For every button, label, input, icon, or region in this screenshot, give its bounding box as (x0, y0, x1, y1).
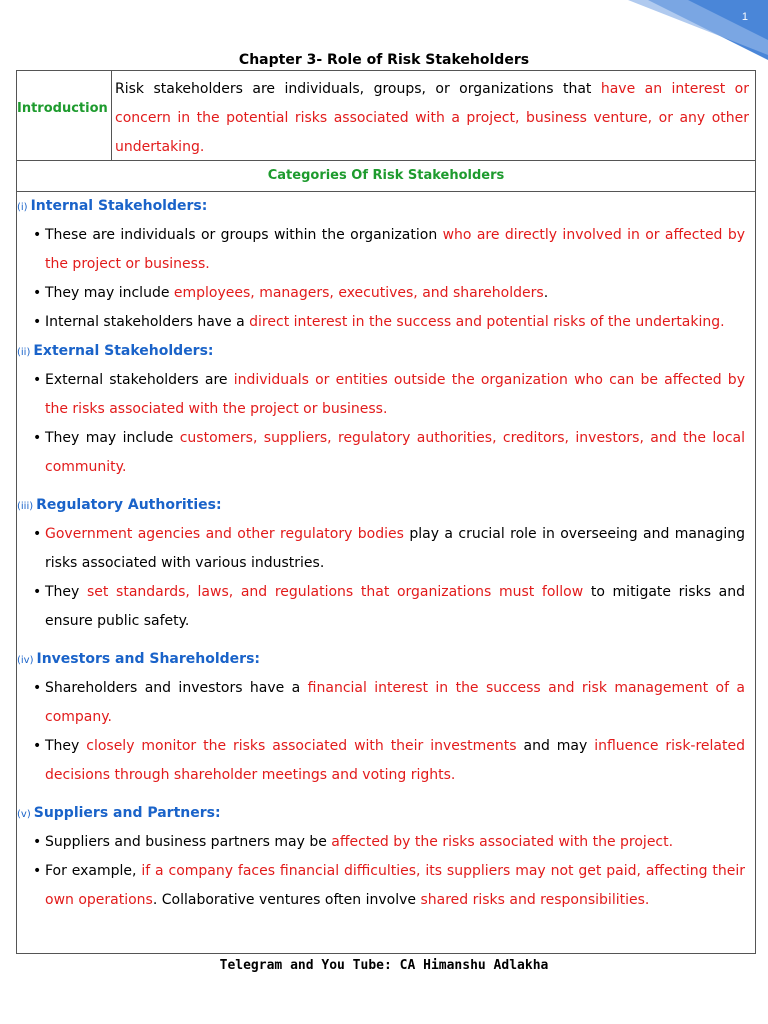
section-title: External Stakeholders: (33, 343, 214, 359)
section-title: Suppliers and Partners: (33, 805, 221, 821)
section-heading-investors (17, 645, 745, 674)
intro-text (112, 71, 755, 160)
section-heading-internal (17, 192, 745, 221)
intro-text-b: have an interest or concern in the potential risks associated with a project, business venture, or any other undertaking. (115, 81, 749, 155)
bullet-highlight: closely monitor the risks associated with their investments (86, 738, 517, 754)
bullet-text: These are individuals or groups within the organization (45, 227, 443, 243)
list-item (33, 857, 745, 915)
section-title: Internal Stakeholders: (30, 198, 208, 214)
list-item (33, 279, 745, 308)
categories-heading: Categories Of Risk Stakeholders (17, 161, 755, 192)
list-item (33, 578, 745, 636)
section-title: Regulatory Authorities: (36, 497, 222, 513)
bullet-text: They (45, 584, 87, 600)
spacer (17, 482, 745, 491)
bullet-highlight: affected by the risks associated with the project. (331, 834, 674, 850)
bullet-highlight: financial interest in the success and risk management of a company. (45, 680, 746, 725)
bullet-text: Internal stakeholders have a (45, 314, 250, 330)
content-table (16, 70, 756, 954)
footer-credit: Telegram and You Tube: CA Himanshu Adlakha (219, 958, 549, 973)
list-item (33, 308, 745, 337)
corner-decoration (608, 0, 768, 60)
section-title: Investors and Shareholders: (36, 651, 260, 667)
bullet-text: They may include (45, 430, 180, 446)
section-number: (ii) (17, 347, 31, 358)
bullet-list (17, 828, 745, 915)
bullet-text: . Collaborative ventures often involve (152, 892, 421, 908)
spacer (17, 636, 745, 645)
section-number: (v) (17, 809, 31, 820)
list-item (33, 520, 745, 578)
bullet-text: External stakeholders are (45, 372, 234, 388)
list-item (33, 221, 745, 279)
bullet-highlight: influence risk-related decisions through shareholder meetings and voting rights. (45, 738, 745, 783)
section-heading-regulatory (17, 491, 745, 520)
bullet-text: Suppliers and business partners may be (45, 834, 332, 850)
bullet-list (17, 520, 745, 636)
bullet-highlight: individuals or entities outside the organization who can be affected by the risks associated with the project or business. (45, 372, 745, 417)
section-number: (i) (17, 202, 28, 213)
bullet-list (17, 674, 745, 790)
bullet-highlight: customers, suppliers, regulatory authorities, creditors, investors, and the local community. (45, 430, 745, 475)
section-heading-suppliers (17, 799, 745, 828)
section-number: (iii) (17, 501, 34, 512)
list-item (33, 732, 745, 790)
bullet-highlight: set standards, laws, and regulations that organizations must follow (86, 584, 584, 600)
bullet-text: For example, (45, 863, 142, 879)
page-number: 1 (741, 11, 748, 23)
list-item (33, 674, 745, 732)
bullet-text: . (543, 285, 549, 301)
bullet-highlight: who are directly involved in or affected by the project or business. (45, 227, 745, 272)
list-item (33, 828, 745, 857)
page-title: Chapter 3- Role of Risk Stakeholders (238, 52, 530, 68)
bullet-list (17, 221, 745, 337)
intro-label: Introduction (17, 71, 112, 160)
bullet-text: and may (516, 738, 595, 754)
sections-body (17, 192, 755, 915)
bullet-highlight: shared risks and responsibilities. (420, 892, 650, 908)
section-number: (iv) (17, 655, 34, 666)
bullet-highlight: Government agencies and other regulatory bodies (45, 526, 404, 542)
bullet-text: They (45, 738, 87, 754)
bullet-text: play a crucial role in overseeing and managing risks associated with various industries. (45, 526, 745, 571)
list-item (33, 366, 745, 424)
bullet-list (17, 366, 745, 482)
bullet-text: They may include (45, 285, 174, 301)
section-heading-external (17, 337, 745, 366)
intro-row (17, 71, 755, 161)
bullet-highlight: if a company faces financial difficulties, its suppliers may not get paid, affecting their own operations (45, 863, 746, 908)
bullet-text: Shareholders and investors have a (45, 680, 308, 696)
intro-text-a: Risk stakeholders are individuals, groups, or organizations that (115, 81, 601, 97)
bullet-text: to mitigate risks and ensure public safety. (45, 584, 745, 629)
bullet-highlight: employees, managers, executives, and shareholders (173, 285, 544, 301)
spacer (17, 790, 745, 799)
list-item (33, 424, 745, 482)
bullet-highlight: direct interest in the success and potential risks of the undertaking. (249, 314, 725, 330)
